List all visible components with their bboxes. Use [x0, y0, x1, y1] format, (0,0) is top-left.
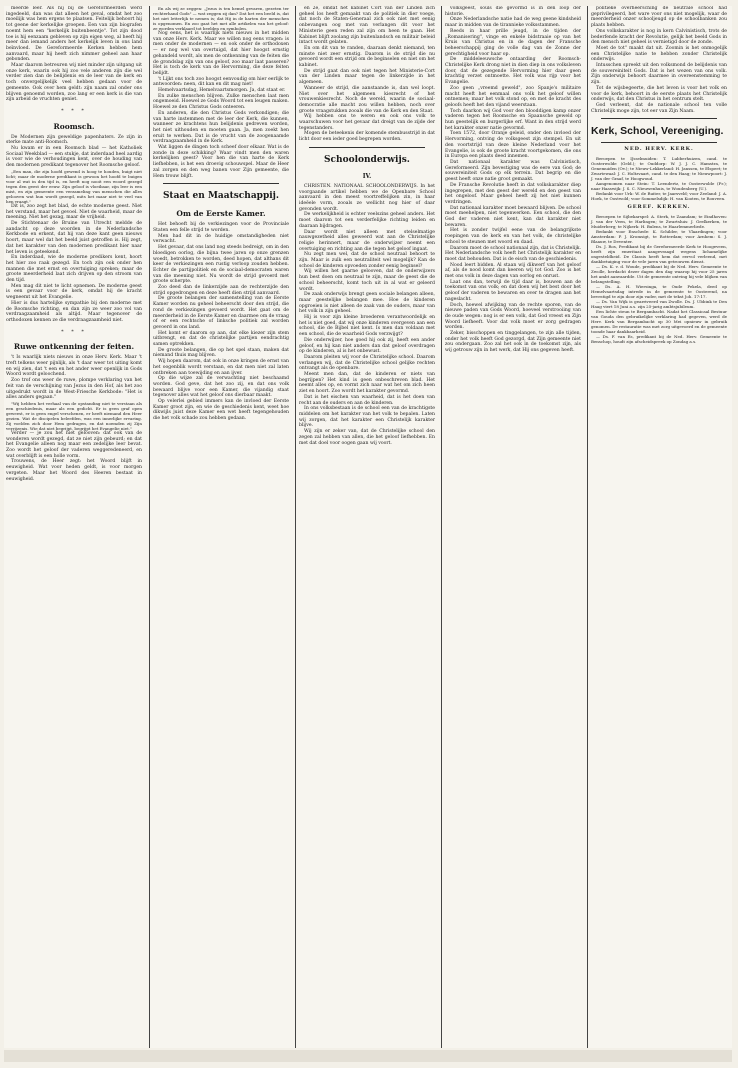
column-rule [295, 6, 296, 1048]
article-paragraph: Laat ons dan, terwijl de tijd daar is, bouwen aan de toekomst van ons volk; en dat doen wij het best door het geloof der vaderen te bewaren en over te dragen aan het nageslacht. [445, 279, 581, 302]
article-paragraph: Wij willen het gaarne gelooven, dat de onderwijzers hun best doen om neutraal te zijn, maar de geest die de school beheerscht, komt toch uit in al wat er geleerd wordt. [299, 269, 435, 292]
article-paragraph: De middeleeuwsche ontaarding der Roomsch-Christelijke Kerk drong niet in dien diep in ons volksleven door, dat de gezegende Hervorming hier daar geen krachtig verzet ontmoette. Het volk was rijp voor het Evangelie. [445, 57, 581, 86]
column-5 [589, 6, 729, 1048]
column-3 [297, 6, 437, 1048]
horizontal-rule [601, 142, 717, 143]
article-paragraph: Dit is, zoo zegt het blad, de echte moderne geest. Niet het verstand, maar het gevoel. Niet de waarheid, maar de meening. Niet het gezag, maar de vrijheid. [6, 203, 142, 221]
article-paragraph: CHRISTEN. NATIONAAL SCHOOLONDERWIJS. In het voorgaande artikel hebben we de Openbare School aanvaard in den meest voortreffelijken zin, in haar ideëele vorm, zooals ze wellicht nog hier of daar gevonden wordt. [299, 183, 435, 212]
article-paragraph: De Stichtenaar de Bruine van Utrecht meldde de aandacht op deze woorden in de Nederlandsche Kerkbode en erkent, dat hij van deze kant geen nieuws hoort, maar wel dat het beeld juist getroffen is. Hij zegt, dat het karakter van den modernen predikant hier naar het leven is geteekend. [6, 220, 142, 255]
article-paragraph: En om dit van te randen, daaraan denkt niemand, ten minste niet zeer ernstig. Daarom is de strijd die nu gevoerd wordt een strijd om de beginselen en niet om het kabinet. [299, 45, 435, 69]
article-paragraph: Daarom pleiten wij voor de Christelijke school. Daarom verlangen wij, dat de Christelijke school gelijke rechten ontvangt als de openbare. [299, 354, 435, 372]
article-paragraph: politieke overheersching de neutrale school had geprivilegeerd, het ware voor ons niet mogelijk, waar de meerderheid onzer schooljeugd op de schoolbanken zou plaats hebben. [591, 6, 727, 29]
quoted-paragraph: Ds. J. Ros, Predikant bij de Gereformeerde Kerk te Hoogeveen, heeft zijn emeritaat aangevraagd wegens lichamelijke ongesteldheid. De Classis heeft hem dat eervol verleend, met dankbetuiging voor de vele jaren van getrouwen dienst. [591, 243, 727, 264]
article-paragraph: De Modernen zijn geweldige papenhaters. Ze zijn in sterke mate anti-Roomsch. [6, 134, 142, 146]
article-paragraph: Het gevaar, dat ons land nog steeds bedreigt, om in den bloedigen oorlog, die bijna twee jaren op onze grenzen woedt, betrokken te worden, deed hopen, dat althans dit keer de verkiezingen een rustig verloop zouden hebben. Echter de partijpolitiek en de sociaal-democraten waren van die meening niet. Nu wordt de strijd gevoerd met groote scherpte. [153, 245, 289, 285]
section-title: Roomsch. [53, 121, 95, 131]
section-title: IV. [362, 172, 372, 180]
article-paragraph: Toch daarkon wij God voor den blooddigen kamp onzer vaderen tegen het Roomsche en Spaansche geweld op hun geestelijk en burgerlijke erf. Want in den strijd werd het karakter onzer natie gevormd. [445, 108, 581, 131]
section-title: Ruwe ontkenning der feiten. [13, 342, 135, 352]
article-paragraph: Meent men dan, dat de kinderen er niets van begrijpen? Het kind is geen onbeschreven blad. Het neemt alles op, en vormt zich naar wat het om zich heen ziet en hoort. Zoo wordt het karakter gevormd. [299, 372, 435, 395]
quoted-paragraph: "Wij hebben het verhaal van de opstanding niet te verstaan als een geschiedenis, maar als een gedicht. Er is geen graf open geweest, er is geen engel verschenen, er heeft niemand den Heer gezien. Wat de discipelen beleefden, was een innerlijke ervaring. Zij voelden zich door Hem gedragen, en dat noemden zij Zijn verrijzenis. Wie dat niet begrijpt, begrijpt het Evangelie niet." [6, 400, 142, 431]
section-title: Om de Eerste Kamer. [176, 209, 266, 219]
article-paragraph: 't Is waarlijk niets nieuws in onze Herv. Kerk. Maar 't treft telkens weer pijnlijk, als 't daar weer tot uiting komt en wij zien, dat 't een en het ander weer openlijk in Gods Woord wordt geloochend. [6, 355, 142, 378]
article-paragraph: Op die wijze zal de verwachting niet beschaamd worden. God geve, dat het zoo zij, en dat ons volk bewaard blijve voor een Kamer, die vijandig staat tegenover alles wat het geloof ons dierbaar maakt. [153, 376, 289, 399]
subheading: GEREF. KERKEN. [627, 204, 691, 211]
article-paragraph: In ons volksbestaan is de school een van de krachtigste middelen om het karakter van het volk te bepalen. Laten wij zorgen, dat het karakter een Christelijk karakter blijve. [299, 406, 435, 429]
article-paragraph: De groote belangen, die op het spel staan, maken dat niemand thuis mag blijven. [153, 347, 289, 359]
article-paragraph: Het komt er daarom op aan, dat elke kiezer zijn stem uitbrengt, en dat de christelijke partijen eendrachtig samen optrekken. [153, 330, 289, 348]
article-paragraph: Reeds in haar prille jeugd, in de tijden der „Romanisering", vinge en enkele bidstraaie op van het Kruis van Christus en in de dagen der Fransche beheerschappij ging de volle dag van de Zonne der gerechtigheid voor haar op. [445, 28, 581, 57]
article-paragraph: Verder — je zou het niet gelooven: dat ook van de wonderen wordt gezegd, dat ze niet zijn gebeurd; en dat het Evangelie alleen nog maar een zedelijke leer bevat. Zoo wordt het geloof der vaderen weggeredeneerd, en wat overblijft is een holle vorm. [6, 430, 142, 459]
article-paragraph: Trouwens, de Heer zegt: het Woord blijft in eeuwigheid. Wat voor heden geldt, is voor morgen vergeten. Maar het Woord des Heeren bestaat in eeuwigheid. [6, 459, 142, 482]
quoted-paragraph: — Ds. A. H. Wiersinga, te Oude Pekela, deed op Hemelvaartsdag intrede in de gemeente te Oosterend, na bevestigd te zijn door zijn vader, met de tekst Joh. 17:17. [591, 283, 727, 299]
article-paragraph: Dat nationaal karakter was Calvinistisch, Gereformeerd. Zijn bevestiging was de eere van God; de souvereiniteit Gods op elk terrein. Dat begrip en die geest heeft onze natie groot gemaakt. [445, 159, 581, 183]
article-paragraph: Wij hopen daarom, dat ook in onze kringen de ernst van het oogenblik wordt verstaan, en dat men niet zal laten ontbreken aan toewijding en aan ijver. [153, 359, 289, 376]
quoted-paragraph: — Ds. F. van Es, predikant bij de Ned. Herv. Gemeente te Benschop, houdt zijn afscheidspreek op Zondag a.s. [591, 333, 727, 344]
quoted-paragraph: — Ds. K. v. d. Woude, predikant bij de Ned. Herv. Gemeente te Zwolle, herdacht dezer dagen den dag waarop hij voor 25 jaren het ambt aanvaardde. Uit de gemeente ontving hij vele blijken van belangstelling. [591, 263, 727, 284]
article-paragraph: 't Lijkt ons toch zoo hoogst eenvoudig om hier eerlijk te antwoorden: neen, dit kan en dit mag niet! [153, 76, 289, 88]
article-paragraph: Wij zijn er zeker van, dat de Christelijke school den zegen zal hebben van allen, die het geloof liefhebben. En met dat doel voor oogen gaan wij voort. [299, 429, 435, 446]
article-paragraph: Onze Nederlandsche natie had de weg geene kindsheid maar in midden van de tirannieke volksstammen. [445, 17, 581, 29]
article-paragraph: En anderen, die den Christus Gods verkondigen; die van harte instemmen met de leer der Kerk, die kunnen, wanneer ze krachtens hun belijdenis gedreven worden, het niet uithouden en moeten gaan. Ja, men zoekt hen eruit te werken. Dat is de vrucht van de zoogenaamde verdraagzaamheid in de Kerk. [153, 110, 289, 145]
article-paragraph: Het behoeft bij de verkiezingen voor de Provinciale Staten een felle strijd te worden. [153, 222, 289, 233]
article-paragraph: Wij hebben ons te weren en ook ons volk te waarschuwen voor het gevaar dat dreigt van de zijde der tegenstanders. [299, 114, 435, 131]
article-paragraph: Maar daarom betreuren wij niet minder zijn uitgang uit onze kerk, waarin ook hij zoo vele anderen zijn die wel verder zien dan de belijdenis en de leer van de kerk en toch onvergelijkelijk veel hebben gedaan voor de gemeente. Ook over hem geldt: zijn naam zal onder ons blijven genoemd worden, zoo lang er een kerk is die van zijn arbeid de vruchten geniet. [6, 63, 142, 103]
quoted-paragraph: „Een man, die zijn hoofd gewend is hoog te houden, buigt niet licht; maar de moderne predikant is gewoon het hoofd te buigen voor al wat in den tijd is, en heeft nog nooit een woord gezegd tegen den geest der eeuw. Zijn geloof is vloeibaar, zijn leer is een mist, en zijn gemeente een verzameling van menschen die alles gelooven wat hun wordt gezegd, mits het maar niet te veel van hen vraagt." [6, 168, 142, 204]
article-paragraph: En zulke menschen blijven. Zulke menschen laat men ongemoeid. Hoewel ze Gods Woord tot een leugen maken. Hoewel ze den Christus Gods onteeren. [153, 93, 289, 111]
article-paragraph: Doch, hoewel afwijking van de rechte sporen, van de nieuwe paden van Gods Woord, hoeveel verstrooiing van de oude wegen: nog is er een volk, dat God vreest en Zijn Woord liefheeft. Voor dat volk moet er zorg gedragen worden. [445, 302, 581, 331]
article-paragraph: De werkelijkheid is echter veelszins geheel anders. Het moet daarom tot een verderfelijke richting leiden en daaraan bijdragen. [299, 212, 435, 229]
article-paragraph: meerde leer. Als hij bij de Gereformeerden werd ingedeeld, dan was dat alleen het geval, omdat het zoo moeilijk was hem ergens te plaatsen. Feitelijk behoort hij tot geene der kerkelijke groepen. Een van zijn biografen noemt hem een "kerkelijk buitenbeentje". Tot zijn dood toe is hij eenzaam gebleven op zijn eigen weg, al heeft hij meer dan iemand anders het kerkelijk leven in ons land beïnvloed. De Gereformeerde Kerken hebben hem aanvaard, maar hij heeft zich nimmer geheel aan haar gebonden. [6, 6, 142, 63]
article-paragraph: Nood leert bidden. Al staan wij dikwerf van het geloof af, als de nood komt dan keeren wij tot God. Zoo is het met ons volk in deze dagen van oorlog en onrust. [445, 262, 581, 280]
article-paragraph: Men had dit in de huidige omstandigheden niet verwacht. [153, 233, 289, 245]
quoted-paragraph: Een lichte steun te Bergambacht. Nadat het Classicaal Bestuur van Gouda den gebruikelijke verklaring had gegeven, werd de Herv. Kerk van Bergambacht op 30 Mei opnieuw in gebruik genomen. De restauratie was met zorg uitgevoerd en de gemeente toonde haar dankbaarheid. [591, 308, 727, 334]
article-paragraph: Op velerlei gebied immers kan de invloed der Eerste Kamer groot zijn, en wie de geschiedenis kent, weet hoe dikwijls juist deze Kamer een wet heeft tegengehouden die het volk schade zou hebben gedaan. [153, 399, 289, 422]
quoted-paragraph: Aangenomen naar Stein: T. Leendertz, te Oosterwolde (Fr.); naar Haaswijk: J. S. C. Nieuwenhuis, te Woudenberg (U.). [591, 181, 727, 192]
column-1 [4, 6, 144, 1048]
subheading: NED. HERV. KERK. [624, 146, 694, 153]
article-paragraph: Intusschen spreekt uit den volksmond de belijdenis van de souvereiniteit Gods. Dat is het wezen van ons volk. Zijn onderwijs behoort daarmee in overeenstemming te zijn. [591, 63, 727, 86]
article-paragraph: De strijd gaat dan ook niet tegen het Ministerie-Cort van der Linden maar tegen de linkerzijde in het algemeen. [299, 68, 435, 86]
article-paragraph: De groote belangen der samenstelling van de Eerste Kamer worden nu geheel beheerscht door den strijd, die rond de verkiezingen gevoerd wordt. Het gaat om de meerderheid in de Eerste Kamer en daarmee om de vraag of er een rechtsche of linksche politiek zal worden gevoerd in ons land. [153, 296, 289, 330]
article-paragraph: Die onderwijzer, hoe goed hij ook zij, heeft een ander geloof, en hij kan niet anders dan dat geloof overdragen op de kinderen, al is het onbewust. [299, 337, 435, 355]
article-paragraph: Nu zegt men wel, dat de school neutraal behoort te zijn. Maar is zulk een neutraliteit wel mogelijk? Kan de school de kinderen opvoeden zonder eenig beginsel? [299, 252, 435, 269]
article-paragraph: Hemelvaartsdag, Hemelvaartsmorgen. Ja, dat staat er. [158, 88, 286, 94]
article-paragraph: Zoo geen „vreemd geweld", zoo Spanje's militaire macht heeft het eenmaal ons volk het geloof willen ontnemen; maar het volk stond op, en met de kracht des geloofs heeft het den vijand weerstaan. [445, 85, 581, 108]
article-paragraph: Ons volkskarakter is nog in kern Calvinistisch, trots de bederfende kracht der Revolutie, gelijk het beeld Gods in den mensch niet geheel is vernietigd door de zonde. [591, 28, 727, 46]
article-paragraph: volksgeest, souls die gevormd is in den loop der historie. [445, 6, 581, 17]
column-rule [149, 6, 150, 1048]
quoted-paragraph: En als wij ze zeggen: „Jezus is ten hemel gevaren, gezeten ter rechterhand Gods" — wat zeggen zij dan? Dat het een beeld is, dat het niet letterlijk te nemen is; dat Hij in de harten der menschen is opgenomen. En zoo gaat het met alle artikelen van het geloof: ze worden verklaard tot beelden en symbolen. [153, 6, 289, 31]
article-paragraph: Dat is het eischen van waarheid, dat is het doen van recht aan de ouders en aan de kinderen. [299, 394, 435, 406]
article-paragraph: Daar wordt niet alleen met stelselmatige nauwgezetheid alles geweerd wat aan de Christelijke religie herinnert, maar de onderwijzer neemt een overtuiging en richting aan die tegen het geloof ingaat. [299, 229, 435, 252]
page-footer-strip [4, 1050, 732, 1062]
article-paragraph: Nu kwam er in een Roomsch blad — het Katholiek Sociaal Weekblad — een stukje, dat inderdaad heel aardig is voor wie de verhoudingen kent, over de houding van den modernen predikant tegenover het Roomsche geloof. [6, 146, 142, 169]
article-paragraph: Dat nationaal karakter moet bewaard blijven. De school moet meehelpen, niet tegenwerken. Een school, die den God der vaderen niet kent, kan dat karakter niet bewaren. [445, 205, 581, 228]
article-paragraph: Wat liggen de dingen toch scheef door elkaar. Wat is de zonde in deze schikking? Waar vindt men den waren kerkelijken geest? Voor hen die van harte de Kerk liefhebben, is het een droevig schouwspel. Maar de Heer zal zorgen en den weg banen voor Zijn gemeente, die Hem trouw blijft. [153, 145, 289, 179]
column-rule [441, 6, 442, 1048]
article-paragraph: Het is zonder twijfel eene van de belangrijkste roepingen van de kerk en van het volk, de christelijke school te steunen met woord en daad. [445, 228, 581, 245]
quoted-paragraph: Beroepen te IJsselmuiden: T. Lubberhuizen, cand. te Oosterwolde (Geld.); te Ouddorp: W. J. J. C. Hamstra, te Genemuiden (Ov.); te Nieuw-Lekkerland: H. Janssen, te Elspeet; te Zwartewaal: J. C. Holtzvaart, cand. te den Haag; te Nieuwpoort: J. J. van der Graaf, te Hoogwoud. [591, 156, 727, 182]
article-paragraph: Daarom moet de school nationaal zijn, dat is Christelijk. Het Nederlandsche volk heeft het Christelijk karakter en moet dat behouden. Dat is de eisch van de geschiedenis. [445, 245, 581, 262]
article-paragraph: Nog eens, het is waarlijk niets nieuws in het midden van onze Herv. Kerk. Maar we willen nog eens vragen: is men onder de modernen — en ook onder de orthodoxen — er nog wel van overtuigd, dat hier hoogst ernstig gehandeld wordt, als men de ontkenning van de feiten die de grondslag zijn van ons geloof, zoo maar laat passeren? Het is toch de kerk van de Hervorming, die deze feiten belijdt. [153, 31, 289, 76]
article-paragraph: God verleent, dat de nationale school ten volle Christelijk moge zijn, tot eer van Zijn Naam. [591, 102, 727, 114]
article-paragraph: Zoo trof ons weer de ruwe, plompe verklaring van het feit van de verschijning van Jezus in den Hof, als het zoo uitgedrukt wordt in de West-Friesche Kerkbode: "Het is alles anders gegaan." [6, 378, 142, 401]
column-4 [443, 6, 583, 1048]
article-paragraph: Men mag dit niet te licht opnemen. De moderne geest is een gevaar voor de kerk, omdat hij de kracht wegneemt uit het Evangelie. [6, 283, 142, 301]
newspaper-page [4, 6, 732, 1048]
article-paragraph: Hier is dus hartelijke sympathie bij den moderne met de Roomsche richting, en dan zijn ze weer zoo vol van verdraagzaamheid als altijd. Maar tegenover de orthodoxen kennen ze die verdraagzaamheid niet. [6, 300, 142, 323]
article-paragraph: Mogen de beteekenis der komende stembusstrijd in dat licht door een ieder goed begrepen worden. [299, 131, 435, 143]
horizontal-rule [309, 147, 425, 148]
section-title: Schoolonderwijs. [324, 154, 410, 165]
section-separator: * * * [61, 328, 87, 335]
section-separator: * * * [61, 107, 87, 114]
quoted-paragraph: — Ds. Van Wijk is gearriveerd van Zwolle. Ds. J. Ubbink te Den Haag viert 18 Juni a.s. zijn 25-jarig ambtsjubileum. [591, 298, 727, 309]
article-paragraph: en 2e, omdat het kabinet Cort van der Linden zich geheel los heeft gemaakt van de politiek in dier voege, dat noch de Staten-Generaal zich ook niet met eenig onbevangen oog met van verlangen dit voor het Ministerie geen reden zal zijn om heen te gaan. Het Kabinet blijft zoolang zijn buitenlandsch en militair beleid intact wordt gelaten. [299, 6, 435, 46]
horizontal-rule [163, 183, 279, 184]
column-2 [151, 6, 291, 1048]
article-paragraph: De zaak onderwijs brengt geen sociale belangen alleen, maar geestelijke belangen mee. Hoe de kinderen opgroeien is niet alleen de zaak van de ouders, maar van het volk in zijn geheel. [299, 292, 435, 315]
article-paragraph: Zeker, bisschoppen en tinggelangen, te zijn alle tijden, onder het volk heeft God gezorgd, dat Zijn gemeente niet zou ondergaan. Zoo zal het ook in de toekomst zijn, als wij getrouw zijn in het werk, dat Hij ons gegeven heeft. [445, 331, 581, 354]
article-paragraph: Zoo deed dan de linkerzijde aan de rechterzijde den strijd opgedrongen en deze heeft dien strijd aanvaard. [153, 285, 289, 296]
section-heading: Kerk, School, Vereeniging. [591, 125, 724, 138]
quoted-paragraph: Bedankt voor Urk: W. de Ruiter, te Jaarsveld; voor Zeeland: J. A. Hoek, te Oostwold; voor Sommelsdijk: H. van Kooten, te Rouveen. [591, 191, 727, 202]
quoted-paragraph: Beroepen te Sijbekarspel: A. Sterk, te Zaandam; te Eindhoven: J. van der Veen, te Harlingen; te Zwartsluis: J. Geelkerken, te Muiderberg; te Nijkerk: H. Bulens, te Haarlemmerliede. [591, 213, 727, 229]
article-paragraph: Hij is voor zijn kleine broederen verantwoordelijk en het is niet goed, dat wij onze kinderen overgeven aan een school, die de Bijbel niet kent. Is men dan voldaan met een school, die de waarheid Gods verzwijgt? [299, 315, 435, 338]
quoted-paragraph: Bedankt voor Enschede: K. Schilder, te Vlaardingen; voor Amsterdam: P. J. Kromsigt, te Rotterdam; voor Arnhem: S. J. Blaauw, te Deventer. [591, 228, 727, 244]
column-rule [587, 6, 588, 1048]
article-paragraph: En inderdaad, wie de moderne predikers kent, hoort het hier zoo raak gezegd. En toch zijn ook onder hen mannen die met ernst en overtuiging spreken; maar de groote meerderheid laat zich drijven op den stroom van den tijd. [6, 255, 142, 284]
article-paragraph: Toen 1572, door Oranje geleid, onder den invloed der Hervorming, ontving de volksgeest zijn stempel. En uit den voortstrijd van deze kleine Nederland voor het Evangelie, is ook de groote kracht voortgekomen, die ons in Europa een plaats deed innemen. [445, 131, 581, 160]
article-paragraph: Wanneer de strijd, die aanstaande is, dan wel loopt. Niet over het algemeen kiesrecht of het vrouwenkiesrecht. Noch de wereld, waarin de sociaal-democratie alle macht zou willen hebben, noch over groote vraagstukken zooals die van de Kerk en den Staat. [299, 85, 435, 114]
article-paragraph: De Fransche Revolutie heeft in dat volkskarakter diep ingegrepen, met den geest der wereld en den geest van het ongeloof. Maar geheel heeft zij het niet kunnen verdringen. [445, 182, 581, 205]
section-title: Staat en Maatschappij. [162, 191, 280, 202]
article-paragraph: Moet de tot" maakt dat uit. Zoomin is het onmogelijk een Christelijke natie te hebben zonder Christelijk onderwijs. [591, 45, 727, 63]
article-paragraph: Tot de wijsbegeerte, die het leven is voor het volk en voor de kerk, behoort in de eerste plaats het Christelijk onderwijs, dat den Christus in het centrum stelt. [591, 85, 727, 103]
horizontal-rule [601, 118, 717, 119]
